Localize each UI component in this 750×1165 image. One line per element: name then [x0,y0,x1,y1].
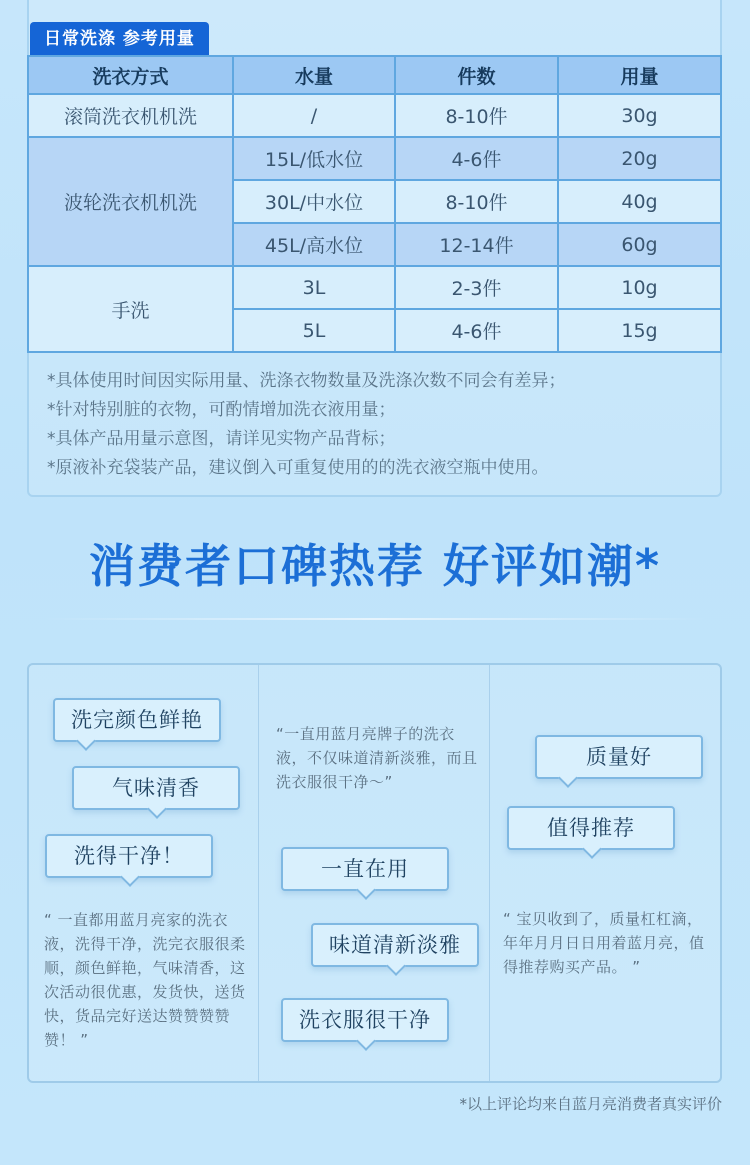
table-row [28,137,721,180]
cell-amount: 10g [558,266,721,309]
cell-method: 波轮洗衣机机洗 [28,137,233,266]
table-header-row [28,56,721,94]
cell-amount: 30g [558,94,721,137]
review-tag-bubble: 值得推荐 [507,806,675,850]
section-tag: 日常洗涤 参考用量 [30,22,209,56]
cell-pieces: 8-10件 [395,180,558,223]
cell-water: / [233,94,395,137]
cell-pieces: 12-14件 [395,223,558,266]
table-row [28,94,721,137]
column-divider [489,665,490,1081]
cell-amount: 60g [558,223,721,266]
cell-amount: 40g [558,180,721,223]
table-row [28,266,721,309]
column-header-water: 水量 [233,56,395,94]
reviews-headline: 消费者口碑热荐 好评如潮* [88,539,662,593]
headline-divider [40,618,710,620]
usage-table [27,55,722,353]
column-header-pieces: 件数 [395,56,558,94]
note-line: *具体使用时间因实际用量、洗涤衣物数量及洗涤次数不同会有差异； [47,371,566,391]
cell-water: 30L/中水位 [233,180,395,223]
cell-amount: 20g [558,137,721,180]
note-line: *针对特别脏的衣物，可酌情增加洗衣液用量； [47,400,396,420]
review-quote: “ 一直都用蓝月亮家的洗衣液，洗得干净，洗完衣服很柔顺，颜色鲜艳，气味清香，这次活动很优惠，发货快，送货快，货品完好送达赞赞赞赞赞！ ” [44,911,246,1049]
cell-pieces: 4-6件 [395,137,558,180]
review-tag-bubble: 气味清香 [72,766,240,810]
review-tag-bubble: 一直在用 [281,847,449,891]
cell-pieces: 4-6件 [395,309,558,352]
cell-water: 3L [233,266,395,309]
cell-amount: 15g [558,309,721,352]
column-divider [258,665,259,1081]
review-tag-bubble: 质量好 [535,735,703,779]
cell-pieces: 2-3件 [395,266,558,309]
review-tag-bubble: 洗得干净！ [45,834,213,878]
note-line: *原液补充袋装产品，建议倒入可重复使用的的洗衣液空瓶中使用。 [47,458,549,478]
review-quote: “ 宝贝收到了，质量杠杠滴，年年月月日日用着蓝月亮，值得推荐购买产品。 ” [503,910,705,976]
review-tag-bubble: 洗完颜色鲜艳 [53,698,221,742]
cell-pieces: 8-10件 [395,94,558,137]
cell-water: 45L/高水位 [233,223,395,266]
usage-notes [47,367,566,483]
review-tag-bubble: 味道清新淡雅 [311,923,479,967]
cell-water: 15L/低水位 [233,137,395,180]
cell-method: 滚筒洗衣机机洗 [28,94,233,137]
review-quote: “一直用蓝月亮牌子的洗衣液，不仅味道清新淡雅，而且洗衣服很干净～” [276,725,478,791]
note-line: *具体产品用量示意图，请详见实物产品背标； [47,429,396,449]
cell-water: 5L [233,309,395,352]
column-header-amount: 用量 [558,56,721,94]
column-header-method: 洗衣方式 [28,56,233,94]
cell-method: 手洗 [28,266,233,352]
review-tag-bubble: 洗衣服很干净 [281,998,449,1042]
footer-note: *以上评论均来自蓝月亮消费者真实评价 [459,1095,722,1113]
